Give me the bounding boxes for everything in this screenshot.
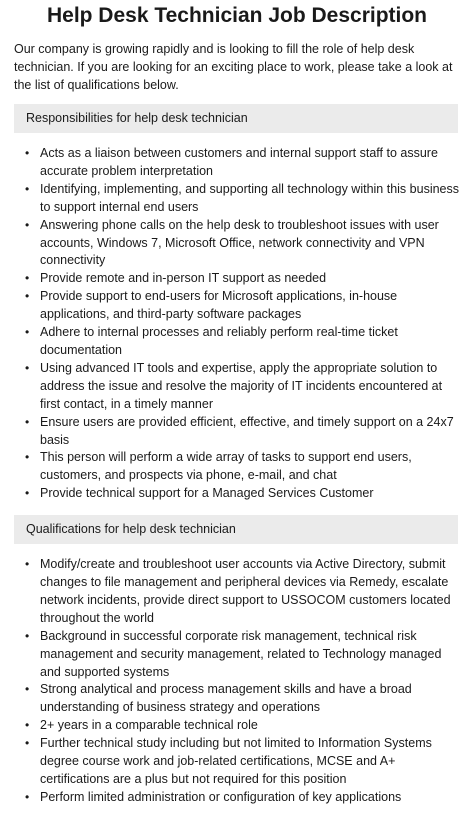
list-item-text: Perform limited administration or configuration of key applications: [40, 789, 402, 804]
bullet-icon: •: [25, 271, 30, 286]
page-title: Help Desk Technician Job Description: [46, 4, 428, 27]
bullet-icon: •: [25, 736, 30, 751]
list-item: [25, 288, 464, 324]
bullet-icon: •: [25, 789, 30, 804]
bullet-icon: •: [25, 217, 30, 232]
list-item-text: Answering phone calls on the help desk to troubleshoot issues with user accounts, Windows 7, Microsoft Office, network connectivity and VPN connectivity: [40, 217, 439, 268]
list-item: [25, 217, 464, 271]
bullet-icon: •: [25, 557, 30, 572]
bullet-icon: •: [25, 628, 30, 643]
list-item: [25, 145, 464, 181]
responsibilities-list: [0, 145, 464, 503]
list-item: [25, 414, 464, 450]
list-item: [25, 717, 464, 735]
list-item-text: Identifying, implementing, and supporting all technology within this business to support internal end users: [40, 181, 459, 214]
list-item-text: Further technical study including but not limited to Information Systems degree course work and job-related certifications, MCSE and A+ certifications are a plus but not required for this position: [40, 736, 432, 786]
list-item: [25, 485, 464, 503]
list-item: [25, 181, 464, 217]
bullet-icon: •: [25, 289, 30, 304]
responsibilities-section: [0, 104, 474, 503]
list-item-text: Ensure users are provided efficient, effective, and timely support on a 24x7 basis: [40, 414, 454, 447]
bullet-icon: •: [25, 718, 30, 733]
list-item-text: Modify/create and troubleshoot user accounts via Active Directory, submit changes to file management and peripheral devices via Remedy, escalate network incidents, provide direct support to USSOCOM customers located throughout the world: [40, 557, 451, 625]
bullet-icon: •: [25, 360, 30, 375]
list-item: [25, 789, 464, 807]
list-item-text: Provide technical support for a Managed Services Customer: [40, 486, 374, 501]
list-item: [25, 556, 464, 628]
list-item: [25, 449, 464, 485]
bullet-icon: •: [25, 486, 30, 501]
list-item-text: Strong analytical and process management skills and have a broad understanding of business strategy and operations: [40, 682, 412, 715]
bullet-icon: •: [25, 325, 30, 340]
qualifications-header: Qualifications for help desk technician: [14, 515, 458, 544]
list-item-text: 2+ years in a comparable technical role: [40, 718, 258, 733]
list-item: [25, 735, 464, 789]
bullet-icon: •: [25, 450, 30, 465]
bullet-icon: •: [25, 682, 30, 697]
qualifications-section: [0, 515, 474, 807]
list-item-text: Using advanced IT tools and expertise, apply the appropriate solution to address the issue and resolve the majority of IT incidents encountered at first contact, in a timely manner: [40, 360, 443, 411]
bullet-icon: •: [25, 181, 30, 196]
list-item: [25, 360, 464, 414]
list-item: [25, 324, 464, 360]
bullet-icon: •: [25, 414, 30, 429]
list-item: [25, 628, 464, 682]
qualifications-list: [0, 556, 464, 807]
list-item-text: Adhere to internal processes and reliably perform real-time ticket documentation: [40, 325, 398, 357]
bullet-icon: •: [25, 146, 30, 160]
responsibilities-header: Responsibilities for help desk technician: [14, 104, 458, 133]
list-item: [25, 270, 464, 288]
list-item-text: Provide support to end-users for Microsoft applications, in-house applications, and third-party software packages: [40, 289, 398, 322]
list-item-text: Background in successful corporate risk management, technical risk management and security management, related to Technology managed and supported systems: [40, 628, 442, 679]
intro-paragraph: Our company is growing rapidly and is looking to fill the role of help desk technician. If you are looking for an exciting place to work, please take a look at the list of qualifications below.: [14, 42, 453, 92]
list-item-text: Acts as a liaison between customers and internal support staff to assure accurate problem interpretation: [40, 146, 438, 178]
list-item-text: Provide remote and in-person IT support as needed: [40, 271, 327, 286]
list-item-text: This person will perform a wide array of tasks to support end users, customers, and prospects via phone, e-mail, and chat: [40, 450, 412, 483]
list-item: [25, 681, 464, 717]
